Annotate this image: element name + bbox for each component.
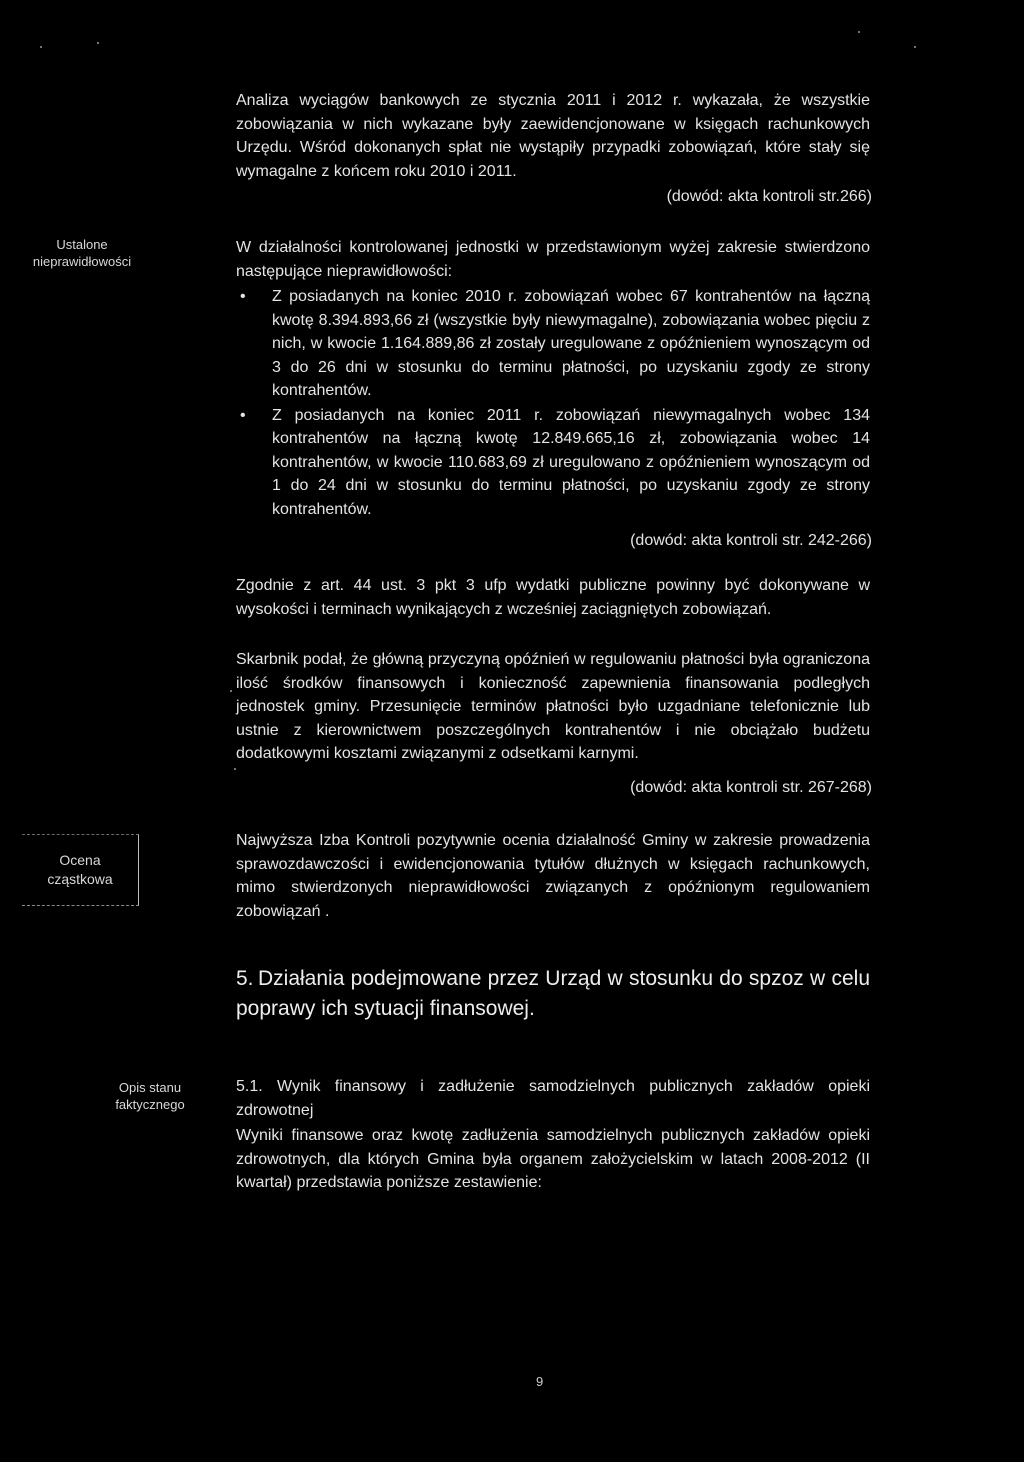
scan-speck (914, 46, 916, 48)
section-5-1 (236, 1075, 870, 1195)
margin-label-actual-state: Opis stanu faktycznego (115, 1080, 185, 1112)
legal-paragraph (236, 574, 870, 621)
margin-label-irregularities: Ustalone nieprawidłowości (32, 237, 132, 269)
legal-text: Zgodnie z art. 44 ust. 3 pkt 3 ufp wydatki publiczne powinny być dokonywane w wysokości i terminach wynikających z wcześniej zaciągniętych zobowiązań. (236, 577, 870, 618)
section-5-title: Działania podejmowane przez Urząd w stosunku do spzoz w celu poprawy ich sytuacji finansowej. (236, 967, 870, 1020)
scan-speck (234, 768, 236, 770)
scan-speck (40, 46, 42, 48)
intro-text: Analiza wyciągów bankowych ze stycznia 2011 i 2012 r. wykazała, że wszystkie zobowiązania w nich wykazane były zaewidencjonowane w księgach rachunkowych Urzędu. Wśród dokonanych spłat nie wystąpiły przypadki zobowiązań, które stały się wymagalne z końcem roku 2010 i 2011. (236, 92, 870, 180)
scan-speck (97, 42, 99, 44)
page-number: 9 (536, 1374, 544, 1389)
list-item (236, 285, 870, 403)
irregularities-section (236, 236, 870, 521)
partial-assessment-box (22, 834, 139, 906)
intro-evidence: (dowód: akta kontroli str.266) (666, 188, 872, 205)
bullet-icon: • (240, 406, 246, 424)
treasurer-paragraph (236, 648, 870, 766)
irregularities-lead: W działalności kontrolowanej jednostki w przedstawionym wyżej zakresie stwierdzono następujące nieprawidłowości: (236, 239, 870, 280)
partial-assessment-label: Ocena cząstkowa (47, 852, 113, 887)
assessment-paragraph (236, 829, 870, 923)
scan-speck (230, 690, 232, 692)
list-item-text: Z posiadanych na koniec 2010 r. zobowiązań wobec 67 kontrahentów na łączną kwotę 8.394.893,66 zł (wszystkie były niewymagalne), zobowiązania wobec pięciu z nich, w kwocie 1.164.889,86 zł zostały uregulowane z opóźnieniem wynoszącym od 3 do 26 dni w stosunku do terminu płatności, po uzyskaniu zgody ze strony kontrahentów. (272, 288, 870, 399)
irregularities-list (236, 285, 870, 521)
section-5-1-text: Wyniki finansowe oraz kwotę zadłużenia samodzielnych publicznych zakładów opieki zdrowotnych, dla których Gmina była organem założycielskim w latach 2008-2012 (II kwartał) przedstawia poniższe zestawienie: (236, 1127, 870, 1191)
treasurer-evidence: (dowód: akta kontroli str. 267-268) (630, 779, 872, 796)
section-5-1-heading: 5.1. Wynik finansowy i zadłużenie samodzielnych publicznych zakładów opieki zdrowotnej (236, 1078, 870, 1119)
list-item-text: Z posiadanych na koniec 2011 r. zobowiązań niewymagalnych wobec 134 kontrahentów na łączną kwotę 12.849.665,16 zł, zobowiązania wobec 14 kontrahentów, w kwocie 110.683,69 zł uregulowano z opóźnieniem wynoszącym od 1 do 24 dni w stosunku do terminu płatności, po uzyskaniu zgody ze strony kontrahentów. (272, 406, 870, 518)
intro-paragraph (236, 89, 870, 183)
scan-speck (858, 31, 860, 33)
treasurer-text: Skarbnik podał, że główną przyczyną opóźnień w regulowaniu płatności była ograniczona ilość środków finansowych i konieczność zapewnienia finansowania podległych jednostek gminy. Przesunięcie terminów płatności było uzgadniane telefonicznie lub ustnie z kierownictwem poszczególnych kontrahentów i nie obciążało budżetu dodatkowymi kosztami związanymi z odsetkami karnymi. (236, 651, 870, 762)
section-5-heading (236, 964, 870, 1024)
section-5-number: 5. (236, 967, 254, 990)
list-item (236, 404, 870, 522)
irregularities-evidence: (dowód: akta kontroli str. 242-266) (630, 532, 872, 549)
bullet-icon: • (240, 288, 246, 305)
assessment-text: Najwyższa Izba Kontroli pozytywnie ocenia działalność Gminy w zakresie prowadzenia sprawozdawczości i ewidencjonowania tytułów dłużnych w księgach rachunkowych, mimo stwierdzonych nieprawidłowości związanych z opóźnionym regulowaniem zobowiązań . (236, 832, 870, 920)
